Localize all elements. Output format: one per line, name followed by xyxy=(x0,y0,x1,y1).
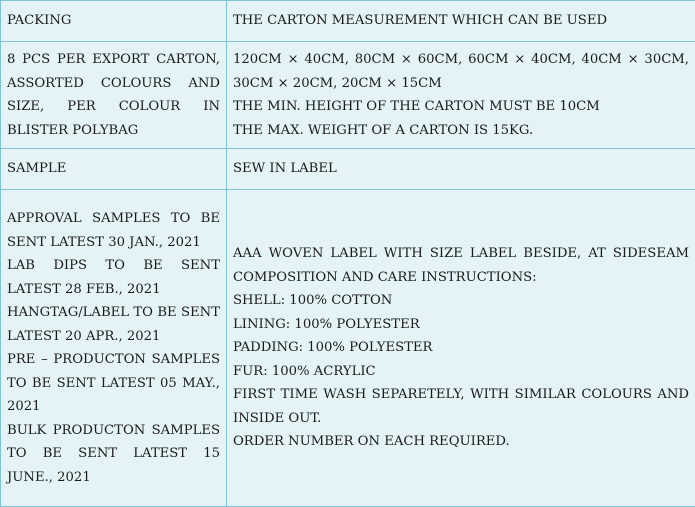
order-number-note: ORDER NUMBER ON EACH REQUIRED. xyxy=(233,430,689,454)
lab-dips: LAB DIPS TO BE SENT LATEST 28 FEB., 2021 xyxy=(7,254,220,301)
sew-in-label-header: SEW IN LABEL xyxy=(227,149,695,190)
table-row xyxy=(1,149,695,190)
carton-sizes: 120CM × 40CM, 80CM × 60CM, 60CM × 40CM, 40CM × 30CM, 30CM × 20CM, 20CM × 15CM xyxy=(233,48,689,95)
sample-schedule xyxy=(1,190,227,507)
sample-header: SAMPLE xyxy=(1,149,227,190)
lining-composition: LINING: 100% POLYESTER xyxy=(233,313,689,337)
padding-composition: PADDING: 100% POLYESTER xyxy=(233,336,689,360)
wash-instruction: FIRST TIME WASH SEPARETELY, WITH SIMILAR COLOURS AND INSIDE OUT. xyxy=(233,383,689,430)
carton-min-height: THE MIN. HEIGHT OF THE CARTON MUST BE 10CM xyxy=(233,95,689,119)
approval-samples: APPROVAL SAMPLES TO BE SENT LATEST 30 JAN., 2021 xyxy=(7,207,220,254)
shell-composition: SHELL: 100% COTTON xyxy=(233,289,689,313)
fur-composition: FUR: 100% ACRYLIC xyxy=(233,360,689,384)
woven-label-text: AAA WOVEN LABEL WITH SIZE LABEL BESIDE, AT SIDESEAM COMPOSITION AND CARE INSTRUCTIONS: xyxy=(233,242,689,289)
carton-measurement-header: THE CARTON MEASUREMENT WHICH CAN BE USED xyxy=(227,1,695,42)
table-row xyxy=(1,190,695,507)
bulk-production-samples: BULK PRODUCTON SAMPLES TO BE SENT LATEST 15 JUNE., 2021 xyxy=(7,419,220,490)
table-row xyxy=(1,42,695,149)
hangtag-label: HANGTAG/LABEL TO BE SENT LATEST 20 APR., 2021 xyxy=(7,301,220,348)
pre-production-samples: PRE – PRODUCTON SAMPLES TO BE SENT LATEST 05 MAY., 2021 xyxy=(7,348,220,419)
packing-details: 8 PCS PER EXPORT CARTON, ASSORTED COLOURS AND SIZE, PER COLOUR IN BLISTER POLYBAG xyxy=(1,42,227,149)
table-row xyxy=(1,1,695,42)
carton-max-weight: THE MAX. WEIGHT OF A CARTON IS 15KG. xyxy=(233,119,689,143)
label-details xyxy=(227,190,695,507)
carton-measurement-details xyxy=(227,42,695,149)
packing-header: PACKING xyxy=(1,1,227,42)
